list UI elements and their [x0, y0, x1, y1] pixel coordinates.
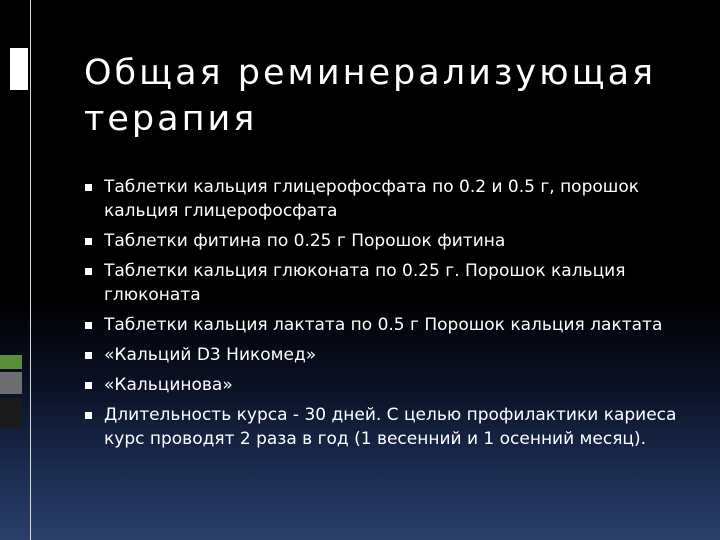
bullet-square-icon: [85, 382, 92, 389]
list-item: [84, 229, 684, 253]
side-bar-gray-block: [0, 372, 22, 394]
list-item-text: «Кальцинова»: [104, 375, 233, 395]
bullet-square-icon: [85, 412, 92, 419]
list-item: [84, 373, 684, 397]
list-item-text: Таблетки фитина по 0.25 г Порошок фитина: [104, 231, 506, 251]
list-item-text: Длительность курса - 30 дней. С целью профилактики кариеса курс проводят 2 раза в год (1 весенний и 1 осенний месяц).: [104, 405, 677, 449]
list-item-text: «Кальций D3 Никомед»: [104, 345, 317, 365]
list-item: [84, 259, 684, 307]
decorative-side-bar: [0, 0, 30, 540]
side-bar-black-notch: [0, 48, 10, 90]
list-item: [84, 403, 684, 451]
list-item: [84, 175, 684, 223]
list-item-text: Таблетки кальция глицерофосфата по 0.2 и 0.5 г, порошок кальция глицерофосфата: [104, 177, 640, 221]
list-item-text: Таблетки кальция глюконата по 0.25 г. Порошок кальция глюконата: [104, 261, 626, 305]
bullet-list: [84, 175, 684, 457]
side-bar-green-block: [0, 355, 22, 369]
bullet-square-icon: [85, 268, 92, 275]
vertical-divider-line: [30, 0, 31, 540]
bullet-square-icon: [85, 322, 92, 329]
list-item: [84, 343, 684, 367]
side-bar-dark-block: [0, 398, 22, 428]
bullet-square-icon: [85, 184, 92, 191]
bullet-square-icon: [85, 238, 92, 245]
list-item-text: Таблетки кальция лактата по 0.5 г Порошок кальция лактата: [104, 315, 663, 335]
bullet-square-icon: [85, 352, 92, 359]
slide-title: Общая реминерализующая терапия: [84, 53, 657, 139]
list-item: [84, 313, 684, 337]
